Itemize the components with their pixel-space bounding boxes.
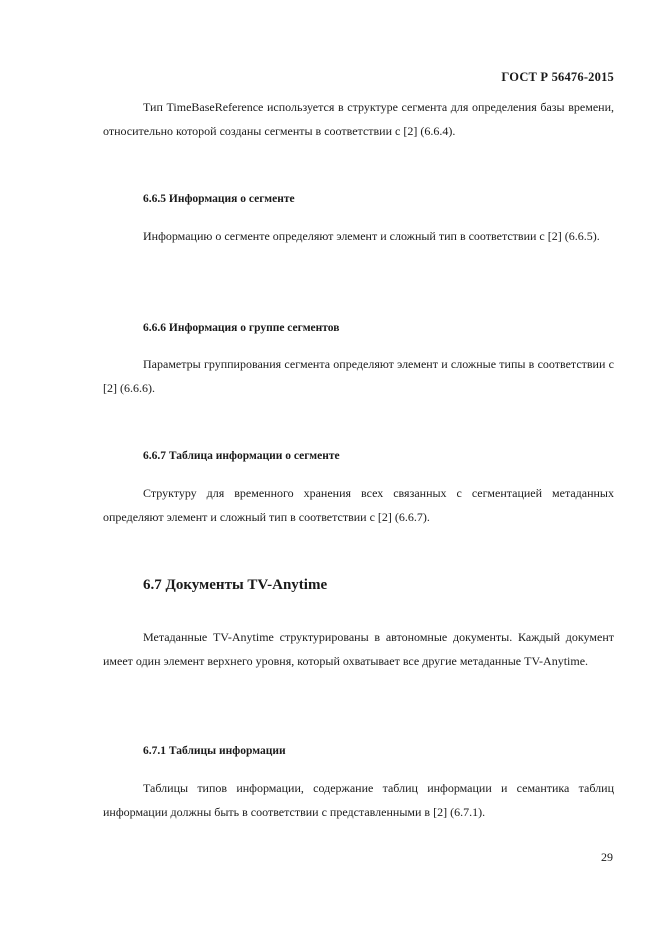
- section-heading-6-7: 6.7 Документы TV-Anytime: [143, 577, 328, 593]
- section-heading-6-7-1: 6.7.1 Таблицы информации: [143, 745, 286, 757]
- paragraph-timebase: Тип TimeBaseReference используется в структуре сегмента для определения базы времени, относительно которой созданы сегменты в соответствии с [2] (6.6.4).: [103, 100, 614, 138]
- section-heading-6-6-7: 6.6.7 Таблица информации о сегменте: [143, 450, 340, 462]
- paragraph-segment-info: Информацию о сегменте определяют элемент и сложный тип в соответствии с [2] (6.6.5).: [143, 229, 600, 243]
- paragraph-info-tables: Таблицы типов информации, содержание таблиц информации и семантика таблиц информации должны быть в соответствии с представленными в [2] (6.7.1).: [103, 781, 614, 819]
- section-heading-6-6-5: 6.6.5 Информация о сегменте: [143, 193, 295, 205]
- section-heading-6-6-6: 6.6.6 Информация о группе сегментов: [143, 322, 340, 334]
- paragraph-tv-anytime-docs: Метаданные TV-Anytime структурированы в автономные документы. Каждый документ имеет один элемент верхнего уровня, который охватывает все другие метаданные TV-Anytime.: [103, 630, 614, 668]
- document-header: ГОСТ Р 56476-2015: [501, 70, 614, 84]
- paragraph-segment-group: Параметры группирования сегмента определяют элемент и сложные типы в соответствии с [2] (6.6.6).: [103, 357, 614, 395]
- page-number: 29: [601, 850, 613, 864]
- paragraph-segment-table: Структуру для временного хранения всех связанных с сегментацией метаданных определяют элемент и сложный тип в соответствии с [2] (6.6.7).: [103, 486, 614, 524]
